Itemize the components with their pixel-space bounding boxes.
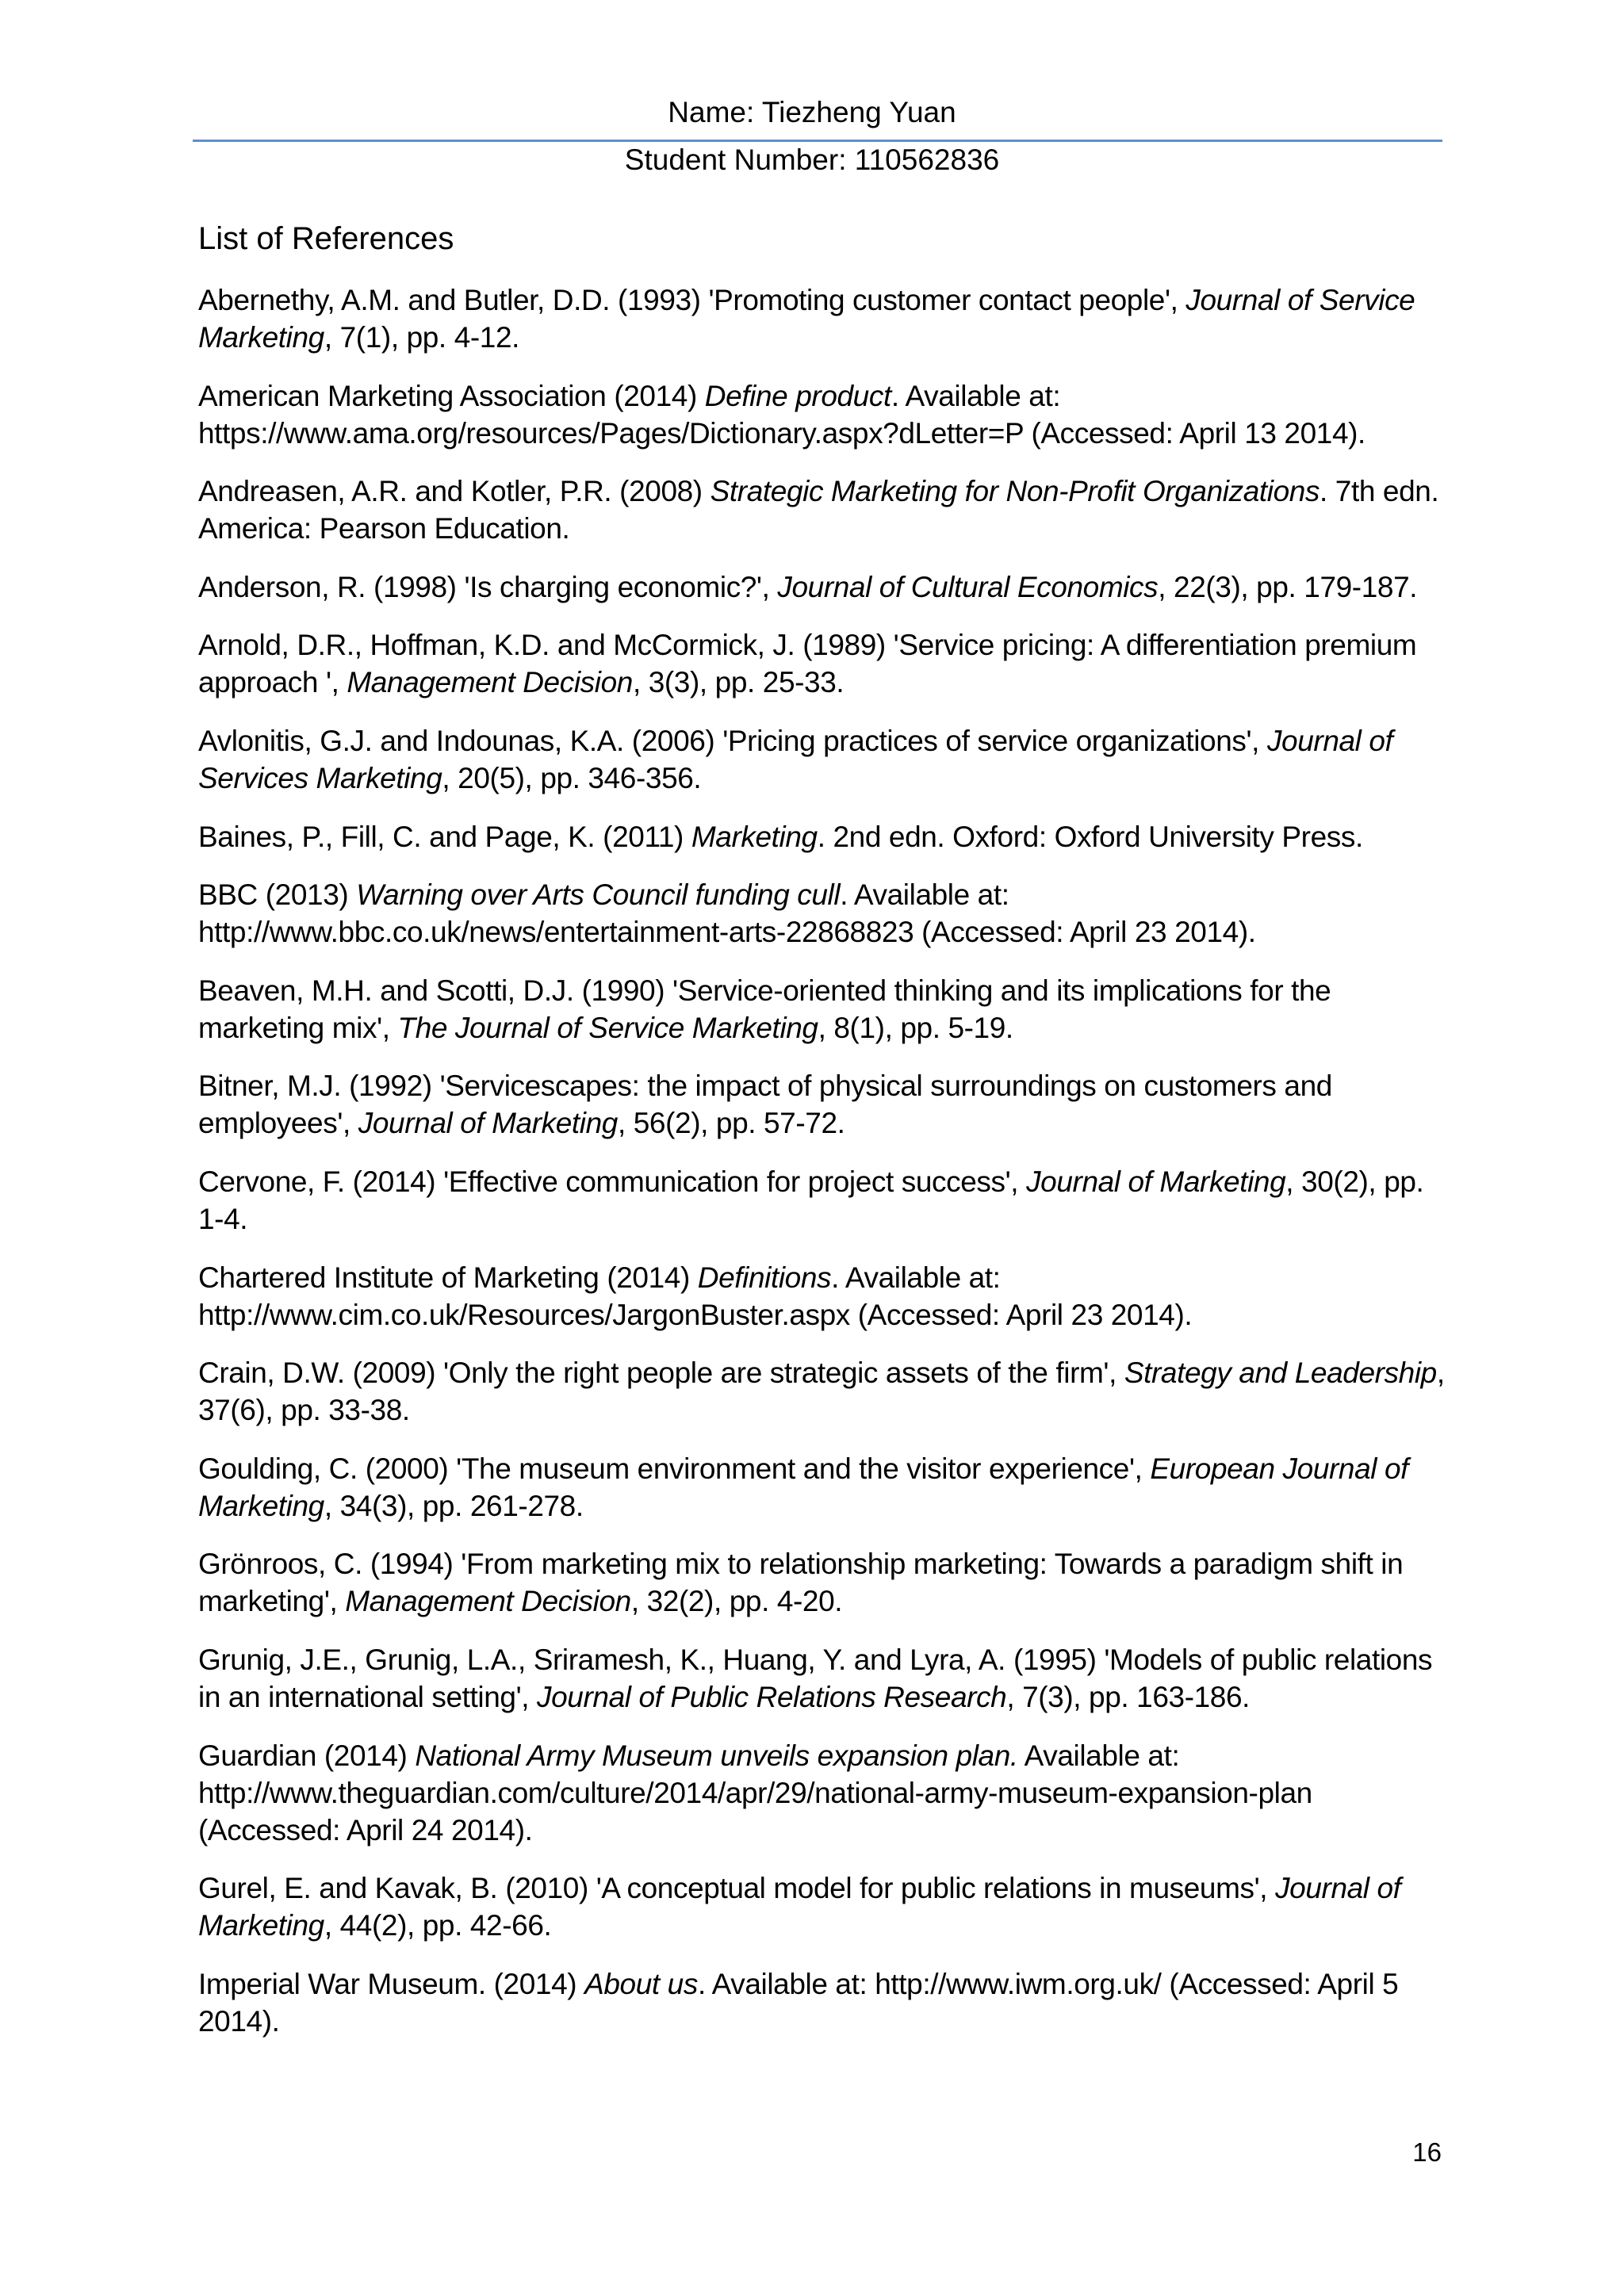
reference-source-title: Journal of Services Marketing [198, 724, 1393, 794]
reference-source-title: Journal of Cultural Economics [777, 570, 1159, 603]
header-student-number: Student Number: 110562836 [624, 144, 1000, 176]
reference-details: Available at: http://www.theguardian.com/culture/2014/apr/29/national-army-museum-expansion-plan (Accessed: April 24 2014). [198, 1739, 1312, 1846]
header-name: Name: Tiezheng Yuan [668, 96, 956, 128]
reference-source-title: Definitions [697, 1261, 832, 1294]
reference-entry [198, 972, 1451, 1047]
reference-source-title: Management Decision [345, 1585, 631, 1618]
reference-entry [198, 1545, 1451, 1620]
reference-details: . 7th edn. America: Pearson Education. [198, 475, 1439, 545]
reference-entry [198, 1737, 1451, 1849]
reference-details: , 56(2), pp. 57-72. [618, 1107, 845, 1140]
reference-entry [198, 722, 1451, 797]
reference-entry [198, 1259, 1451, 1334]
reference-entry [198, 568, 1451, 606]
reference-source-title: Management Decision [347, 666, 633, 699]
reference-source-title: Strategic Marketing for Non-Profit Organizations [710, 475, 1320, 508]
reference-text: Guardian (2014) [198, 1739, 416, 1772]
reference-text: Imperial War Museum. (2014) [198, 1967, 585, 2000]
reference-entry [198, 1163, 1451, 1238]
reference-details: , 37(6), pp. 33-38. [198, 1357, 1445, 1427]
reference-source-title: The Journal of Service Marketing [397, 1011, 818, 1044]
reference-text: Bitner, M.J. (1992) 'Servicescapes: the impact of physical surroundings on customers and employees', [198, 1070, 1332, 1140]
reference-source-title: Journal of Marketing [198, 1872, 1401, 1942]
reference-details: . Available at: https://www.ama.org/resources/Pages/Dictionary.aspx?dLetter=P (Accessed: April 13 2014). [198, 379, 1365, 450]
reference-source-title: Journal of Marketing [1026, 1165, 1286, 1198]
reference-source-title: Strategy and Leadership [1124, 1357, 1437, 1390]
reference-text: Chartered Institute of Marketing (2014) [198, 1261, 698, 1294]
reference-text: Grunig, J.E., Grunig, L.A., Sriramesh, K., Huang, Y. and Lyra, A. (1995) 'Models of public relations in an international setting', [198, 1643, 1433, 1713]
reference-text: Avlonitis, G.J. and Indounas, K.A. (2006) 'Pricing practices of service organizations', [198, 724, 1267, 757]
reference-details: . Available at: http://www.bbc.co.uk/news/entertainment-arts-22868823 (Accessed: April 23 2014). [198, 878, 1256, 949]
reference-entry [198, 818, 1451, 855]
reference-text: Grönroos, C. (1994) 'From marketing mix to relationship marketing: Towards a paradigm shift in marketing', [198, 1548, 1404, 1618]
reference-text: Beaven, M.H. and Scotti, D.J. (1990) 'Service-oriented thinking and its implications for the marketing mix', [198, 974, 1331, 1044]
reference-list [198, 281, 1451, 2061]
reference-details: . Available at: http://www.iwm.org.uk/ (Accessed: April 5 2014). [198, 1967, 1399, 2038]
reference-entry [198, 473, 1451, 547]
reference-text: Andreasen, A.R. and Kotler, P.R. (2008) [198, 475, 710, 508]
reference-source-title: Journal of Public Relations Research [537, 1680, 1007, 1713]
reference-details: , 7(3), pp. 163-186. [1006, 1680, 1251, 1713]
reference-text: Anderson, R. (1998) 'Is charging economic?', [198, 570, 778, 603]
reference-source-title: Define product [704, 379, 891, 412]
reference-entry [198, 1354, 1451, 1429]
reference-entry [198, 377, 1451, 452]
page-number: 16 [1412, 2137, 1442, 2167]
reference-source-title: Warning over Arts Council funding cull [356, 878, 841, 912]
reference-entry [198, 1869, 1451, 1944]
reference-entry [198, 281, 1451, 356]
reference-text: American Marketing Association (2014) [198, 379, 705, 412]
reference-entry [198, 1450, 1451, 1525]
reference-details: , 22(3), pp. 179-187. [1158, 570, 1418, 603]
reference-text: Baines, P., Fill, C. and Page, K. (2011) [198, 820, 691, 853]
reference-text: Cervone, F. (2014) 'Effective communication for project success', [198, 1165, 1027, 1198]
reference-text: Arnold, D.R., Hoffman, K.D. and McCormick, J. (1989) 'Service pricing: A differentiation premium approach ', [198, 629, 1417, 699]
reference-text: Abernethy, A.M. and Butler, D.D. (1993) 'Promoting customer contact people', [198, 284, 1186, 316]
reference-details: . 2nd edn. Oxford: Oxford University Press. [817, 820, 1363, 853]
reference-details: , 30(2), pp. 1-4. [198, 1165, 1424, 1235]
reference-details: , 44(2), pp. 42-66. [324, 1909, 552, 1942]
reference-source-title: About us [584, 1967, 698, 2000]
reference-details: , 32(2), pp. 4-20. [630, 1585, 843, 1618]
reference-details: , 8(1), pp. 5-19. [818, 1011, 1013, 1044]
reference-source-title: National Army Museum unveils expansion plan. [415, 1739, 1018, 1772]
section-title: List of References [198, 221, 454, 256]
reference-source-title: Marketing [691, 820, 818, 853]
reference-details: , 3(3), pp. 25-33. [632, 666, 845, 699]
reference-entry [198, 1641, 1451, 1716]
reference-source-title: Journal of Service Marketing [198, 284, 1415, 354]
reference-entry [198, 1965, 1451, 2040]
reference-details: , 20(5), pp. 346-356. [442, 761, 702, 794]
reference-details: , 7(1), pp. 4-12. [324, 321, 520, 354]
reference-text: BBC (2013) [198, 878, 357, 912]
reference-source-title: European Journal of Marketing [198, 1452, 1409, 1522]
reference-details: , 34(3), pp. 261-278. [324, 1489, 584, 1522]
reference-entry [198, 626, 1451, 701]
reference-entry [198, 1067, 1451, 1142]
reference-text: Gurel, E. and Kavak, B. (2010) 'A conceptual model for public relations in museums', [198, 1872, 1276, 1905]
reference-text: Crain, D.W. (2009) 'Only the right people are strategic assets of the firm', [198, 1357, 1124, 1390]
reference-details: . Available at: http://www.cim.co.uk/Resources/JargonBuster.aspx (Accessed: April 23 2014). [198, 1261, 1193, 1331]
reference-entry [198, 876, 1451, 951]
reference-source-title: Journal of Marketing [358, 1107, 618, 1140]
reference-text: Goulding, C. (2000) 'The museum environment and the visitor experience', [198, 1452, 1151, 1485]
